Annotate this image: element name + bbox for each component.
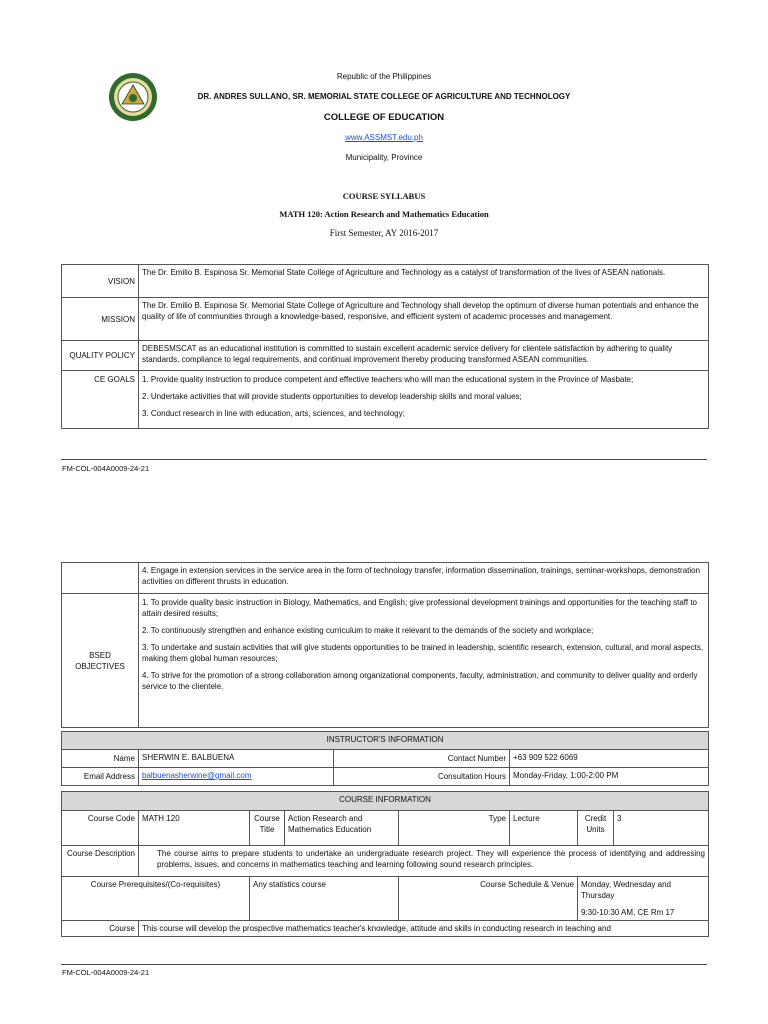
bsed-objective-item: 3. To undertake and sustain activities that will give students opportunities to be trained in leadership, scientific research, extension, cultural, and moral aspects, making them global human resources; [142, 643, 704, 663]
website-link[interactable]: www.ASSMST.edu.ph [345, 133, 423, 142]
contact-number: +63 909 522 6069 [510, 750, 709, 768]
course-type: Lecture [510, 811, 578, 846]
vmgo-table [61, 264, 709, 429]
ce-goal-item: 3. Conduct research in line with education, arts, sciences, and technology; [142, 409, 405, 418]
course-code: MATH 120 [139, 811, 250, 846]
schedule-time: 9:30-10:30 AM, CE Rm 17 [581, 908, 675, 917]
name-label: Name [62, 750, 139, 768]
bsed-objectives-label: BSED OBJECTIVES [62, 594, 139, 728]
footer-code-2: FM-COL-004A0009-24-21 [62, 968, 150, 977]
bsed-objectives-cell [139, 594, 709, 728]
schedule-cell [578, 877, 709, 921]
bsed-objectives-row [62, 594, 709, 728]
ce-goal-4-row [62, 563, 709, 594]
course-line: MATH 120: Action Research and Mathematics Education [279, 209, 489, 219]
bsed-objective-item: 1. To provide quality basic instruction in Biology, Mathematics, and English; give professional development trainings and opportunities for the teaching staff to attain desired results; [142, 598, 697, 618]
bsed-objective-item: 2. To continuously strengthen and enhance existing curriculum to make it relevant to the demands of the society and workplace; [142, 626, 594, 635]
footer-code: FM-COL-004A0009-24-21 [62, 464, 150, 473]
ce-goals-label: CE GOALS [62, 371, 139, 429]
course-description-label: Course Description [62, 846, 139, 877]
college-name: DR. ANDRES SULLANO, SR. MEMORIAL STATE COLLEGE OF AGRICULTURE AND TECHNOLOGY [197, 92, 571, 101]
type-label: Type [399, 811, 510, 846]
course-outcome-label: Course [62, 921, 139, 937]
email-label: Email Address [62, 768, 139, 786]
empty-label-cell [62, 563, 139, 594]
prerequisites-label: Course Prerequisites/(Co-requisites) [62, 877, 250, 921]
republic-text: Republic of the Philippines [336, 72, 432, 81]
email-link[interactable]: balbuenasherwine@gmail.com [142, 771, 252, 780]
vision-row [62, 265, 709, 298]
vision-text: The Dr. Emilio B. Espinosa Sr. Memorial State College of Agriculture and Technology as a catalyst of transformation of the lives of ASEAN nationals. [139, 265, 709, 298]
mission-row [62, 298, 709, 341]
ce-goal-item: 2. Undertake activities that will provide students opportunities to develop leadership skills and moral values; [142, 392, 522, 401]
course-title: Action Research and Mathematics Education [285, 811, 399, 846]
term-text: First Semester, AY 2016-2017 [329, 228, 439, 238]
instructor-name: SHERWIN E. BALBUENA [139, 750, 334, 768]
course-info-table [61, 791, 709, 937]
consultation-label: Consultation Hours [334, 768, 510, 786]
prerequisites-value: Any statistics course [250, 877, 399, 921]
credit-units-label: Credit Units [578, 811, 614, 846]
quality-policy-row [62, 341, 709, 371]
ce-goals-cell [139, 371, 709, 429]
course-outcome-text: This course will develop the prospective mathematics teacher's knowledge, attitude and skills in conducting research in teaching and [139, 921, 709, 937]
contact-label: Contact Number [334, 750, 510, 768]
schedule-label: Course Schedule & Venue [399, 877, 578, 921]
credit-units: 3 [614, 811, 709, 846]
course-description: The course aims to prepare students to undertake an undergraduate research project. They will experience the process of identifying and addressing problems, issues, and concerns in mathematics teaching and learning following sound research principles. [139, 846, 709, 877]
instructor-section-title: INSTRUCTOR'S INFORMATION [62, 732, 709, 750]
schedule-days: Monday, Wednesday and Thursday [581, 880, 671, 900]
footer-rule-2 [61, 964, 707, 965]
instructor-table [61, 731, 709, 786]
doc-title: COURSE SYLLABUS [342, 191, 426, 201]
bsed-objective-item: 4. To strive for the promotion of a strong collaboration among organizational components, faculty, administration, and community to deliver quality and orderly service to the clientele. [142, 671, 698, 691]
quality-policy-label: QUALITY POLICY [62, 341, 139, 371]
vision-label: VISION [62, 265, 139, 298]
course-title-label: Course Title [250, 811, 285, 846]
mission-text: The Dr. Emilio B. Espinosa Sr. Memorial State College of Agriculture and Technology shall develop the optimum of diverse human potentials and enhance the quality of life of communities through a knowledge-based, responsive, and efficient system of academic processes and management. [139, 298, 709, 341]
objectives-table [61, 562, 709, 728]
footer-rule [61, 459, 707, 460]
consultation-hours: Monday-Friday, 1:00-2:00 PM [510, 768, 709, 786]
ce-goal-item: 1. Provide quality instruction to produce competent and effective teachers who will man the educational system in the Province of Masbate; [142, 375, 634, 384]
course-section-title: COURSE INFORMATION [62, 792, 709, 811]
ce-goal-4-text: 4. Engage in extension services in the service area in the form of technology transfer, information dissemination, trainings, seminar-workshops, demonstration activities on different thrusts in education. [139, 563, 709, 594]
quality-policy-text: DEBESMSCAT as an educational institution is committed to sustain excellent academic service delivery for clientele satisfaction by adhering to quality standards, compliance to legal requirements, and continual improvement thereby producing transformed ASEAN communities. [139, 341, 709, 371]
mission-label: MISSION [62, 298, 139, 341]
course-code-label: Course Code [62, 811, 139, 846]
location-text: Municipality, Province [345, 153, 423, 162]
ce-goals-row [62, 371, 709, 429]
department-name: COLLEGE OF EDUCATION [323, 112, 445, 123]
